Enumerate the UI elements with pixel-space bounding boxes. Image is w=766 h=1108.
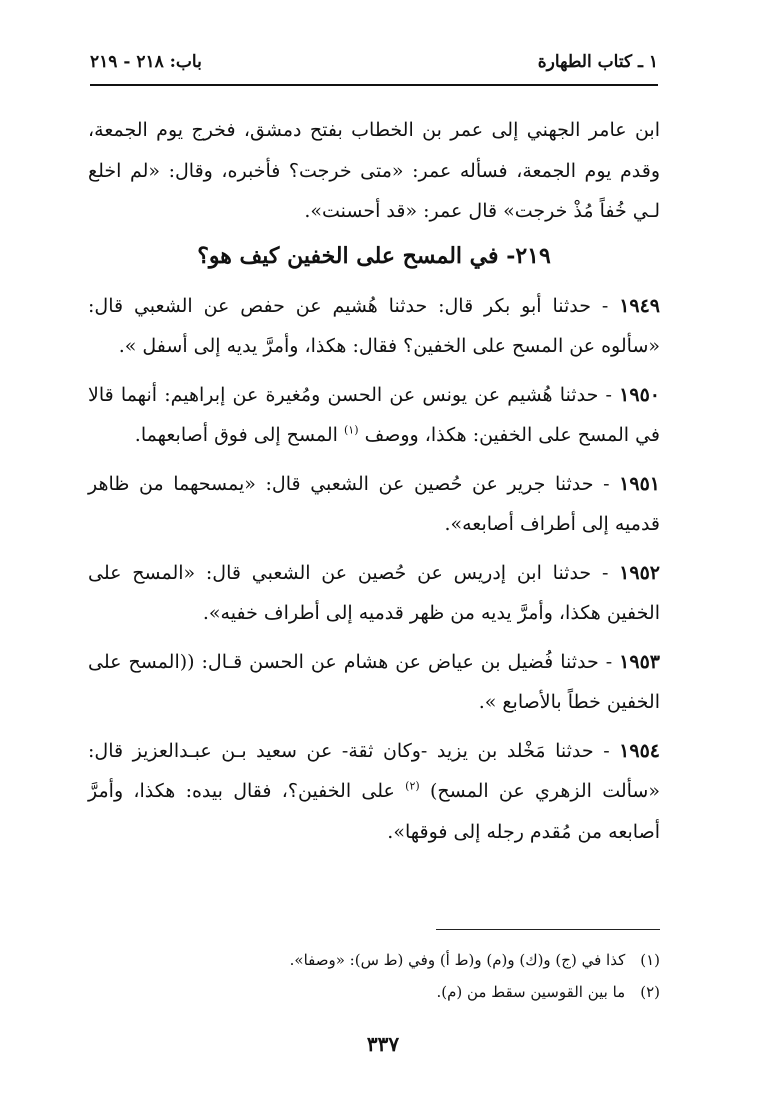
hadith-text: المسح إلى فوق أصابعهما. [134,424,338,446]
footnote-item [88,976,660,1008]
hadith-text: حدثنا جرير عن حُصين عن الشعبي قال: «يمسحهما من ظاهر قدميه إلى أطراف أصابعه». [88,472,660,535]
hadith-1949 [88,286,660,367]
hadith-dash: - [603,739,610,762]
hadith-dash: - [603,472,610,495]
header-rule [90,84,658,86]
hadith-1950 [88,375,660,456]
chapter-range: باب: ٢١٨ - ٢١٩ [90,52,202,72]
hadith-number: ١٩٥١ [619,472,660,495]
hadith-number: ١٩٤٩ [619,294,661,317]
footnote-item [88,944,660,976]
intro-paragraph [88,110,660,232]
hadith-number: ١٩٥٠ [619,383,660,406]
hadith-1952 [88,553,660,634]
footnote-ref[interactable]: (١) [344,423,359,437]
footnote-rule [436,929,660,930]
footnote-mark: (١) [640,951,660,969]
hadith-1954 [88,731,660,853]
hadith-1953 [88,642,660,723]
hadith-text: حدثنا أبو بكر قال: حدثنا هُشيم عن حفص عن الشعبي قال: «سألوه عن المسح على الخفين؟ فقال: هكذا، وأمرَّ يديه إلى أسفل ». [88,294,660,357]
footnote-text: ما بين القوسين سقط من (م). [436,983,626,1001]
hadith-text: حدثنا فُضيل بن عياض عن هشام عن الحسن قـال: ((المسح على الخفين خطاً بالأصابع ». [88,650,660,713]
footnote-text: كذا في (ج) و(ك) و(م) و(ط أ) وفي (ط س): «وصفا». [289,951,626,969]
hadith-text: حدثنا ابن إدريس عن حُصين عن الشعبي قال: «المسح على الخفين هكذا، وأمرَّ يديه من ظهر قدميه إلى أطراف خفيه». [88,561,660,624]
intro-line: يوم الجمعة، فسأله عمر: «متى خرجت؟ فأخبره، وقال: «لم اخلع لـي خُفاً [88,159,660,222]
hadith-dash: - [605,650,613,673]
hadith-text: على الخفين؟، فقال بيده: هكذا، وأمرَّ أصابعه من مُقدم رجله إلى فوقها». [88,780,660,843]
hadith-dash: - [601,561,609,584]
hadith-dash: - [605,383,612,406]
running-header [90,48,658,78]
page-number: ٣٣٧ [366,1032,400,1056]
hadith-dash: - [601,294,609,317]
intro-line: مُذْ خرجت» قال عمر: «قد أحسنت». [304,200,594,222]
footnote-mark: (٢) [640,983,660,1001]
hadith-text: حدثنا مَخْلد بن يزيد -وكان ثقة- عن سعيد بـن عبـدالعزيز قال: «سألت الزهري عن المسح) [88,739,660,802]
main-text [88,110,660,860]
hadith-number: ١٩٥٣ [619,650,660,673]
footnotes [88,944,660,1008]
hadith-number: ١٩٥٢ [619,561,660,584]
hadith-number: ١٩٥٤ [619,739,660,762]
intro-line: ابن عامر الجهني إلى عمر بن الخطاب بفتح دمشق، فخرج يوم الجمعة، وقدم [88,119,660,182]
hadith-1951 [88,464,660,545]
footnote-ref[interactable]: (٢) [405,779,420,793]
book-title: ١ ـ كتاب الطهارة [537,52,658,72]
chapter-heading: ٢١٩- في المسح على الخفين كيف هو؟ [197,242,551,269]
hadith-text: حدثنا هُشيم عن يونس عن الحسن ومُغيرة عن إبراهيم: أنهما قالا في المسح على الخفين: هكذا، ووصف [88,383,660,446]
